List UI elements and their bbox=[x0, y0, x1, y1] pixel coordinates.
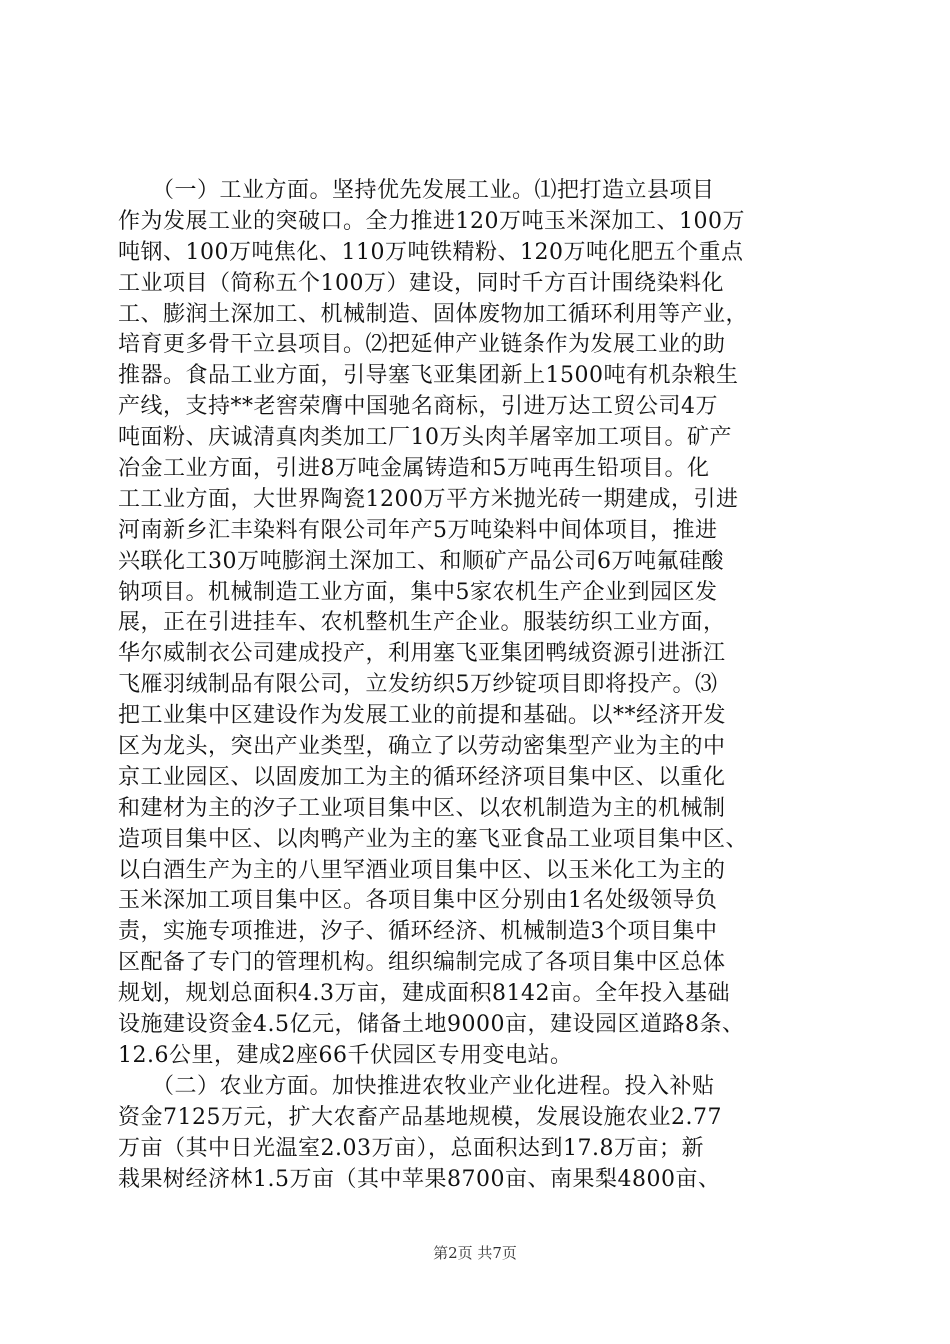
text-line: 万亩（其中日光温室2.03万亩），总面积达到17.8万亩；新 bbox=[118, 1135, 704, 1161]
text-line: 玉米深加工项目集中区。各项目集中区分别由1名处级领导负 bbox=[118, 888, 718, 914]
text-line: 吨面粉、庆诚清真肉类加工厂10万头肉羊屠宰加工项目。矿产 bbox=[118, 425, 732, 451]
text-line: 工业项目（简称五个100万）建设，同时千方百计围绕染料化 bbox=[118, 270, 724, 296]
text-line: 产线，支持**老窖荣膺中国驰名商标，引进万达工贸公司4万 bbox=[118, 394, 718, 420]
text-line: 和建材为主的汐子工业项目集中区、以农机制造为主的机械制 bbox=[118, 795, 726, 821]
text-line: 12.6公里，建成2座66千伏园区专用变电站。 bbox=[118, 1042, 573, 1068]
text-line: 区配备了专门的管理机构。组织编制完成了各项目集中区总体 bbox=[118, 950, 726, 976]
text-line: 吨钢、100万吨焦化、110万吨铁精粉、120万吨化肥五个重点 bbox=[118, 239, 744, 265]
text-line: 展，正在引进挂车、农机整机生产企业。服装纺织工业方面， bbox=[118, 610, 726, 636]
text-line: （一）工业方面。坚持优先发展工业。⑴把打造立县项目 bbox=[118, 178, 715, 203]
text-line: 京工业园区、以固废加工为主的循环经济项目集中区、以重化 bbox=[118, 764, 726, 790]
body-text bbox=[118, 176, 834, 1195]
text-line: 栽果树经济林1.5万亩（其中苹果8700亩、南果梨4800亩、 bbox=[118, 1166, 721, 1192]
text-line: 以白酒生产为主的八里罕酒业项目集中区、以玉米化工为主的 bbox=[118, 857, 726, 883]
text-line: 规划，规划总面积4.3万亩，建成面积8142亩。全年投入基础 bbox=[118, 981, 730, 1007]
text-line: 工工业方面，大世界陶瓷1200万平方米抛光砖一期建成，引进 bbox=[118, 486, 739, 512]
text-line: 设施建设资金4.5亿元，储备土地9000亩，建设园区道路8条、 bbox=[118, 1012, 745, 1038]
text-line: 飞雁羽绒制品有限公司，立发纺织5万纱锭项目即将投产。⑶ bbox=[118, 672, 718, 698]
text-line: （二）农业方面。加快推进农牧业产业化进程。投入补贴 bbox=[118, 1073, 715, 1099]
text-line: 责，实施专项推进，汐子、循环经济、机械制造3个项目集中 bbox=[118, 919, 718, 945]
text-line: 区为龙头，突出产业类型，确立了以劳动密集型产业为主的中 bbox=[118, 734, 726, 760]
text-line: 培育更多骨干立县项目。⑵把延伸产业链条作为发展工业的助 bbox=[118, 332, 726, 358]
text-line: 河南新乡汇丰染料有限公司年产5万吨染料中间体项目，推进 bbox=[118, 517, 718, 543]
text-line: 造项目集中区、以肉鸭产业为主的塞飞亚食品工业项目集中区、 bbox=[118, 826, 749, 852]
text-line: 钠项目。机械制造工业方面，集中5家农机生产企业到园区发 bbox=[118, 579, 718, 605]
page-footer: 第2页 共7页 bbox=[433, 1244, 517, 1262]
text-line: 冶金工业方面，引进8万吨金属铸造和5万吨再生铅项目。化 bbox=[118, 456, 710, 482]
text-line: 华尔威制衣公司建成投产，利用塞飞亚集团鸭绒资源引进浙江 bbox=[118, 641, 726, 667]
text-line: 工、膨润土深加工、机械制造、固体废物加工循环利用等产业， bbox=[118, 301, 749, 327]
text-line: 兴联化工30万吨膨润土深加工、和顺矿产品公司6万吨氟硅酸 bbox=[118, 548, 724, 574]
text-line: 把工业集中区建设作为发展工业的前提和基础。以**经济开发 bbox=[118, 703, 727, 729]
text-line: 资金7125万元，扩大农畜产品基地规模，发展设施农业2.77 bbox=[118, 1104, 722, 1130]
text-line: 作为发展工业的突破口。全力推进120万吨玉米深加工、100万 bbox=[118, 208, 745, 234]
text-line: 推器。食品工业方面，引导塞飞亚集团新上1500吨有机杂粮生 bbox=[118, 363, 739, 389]
